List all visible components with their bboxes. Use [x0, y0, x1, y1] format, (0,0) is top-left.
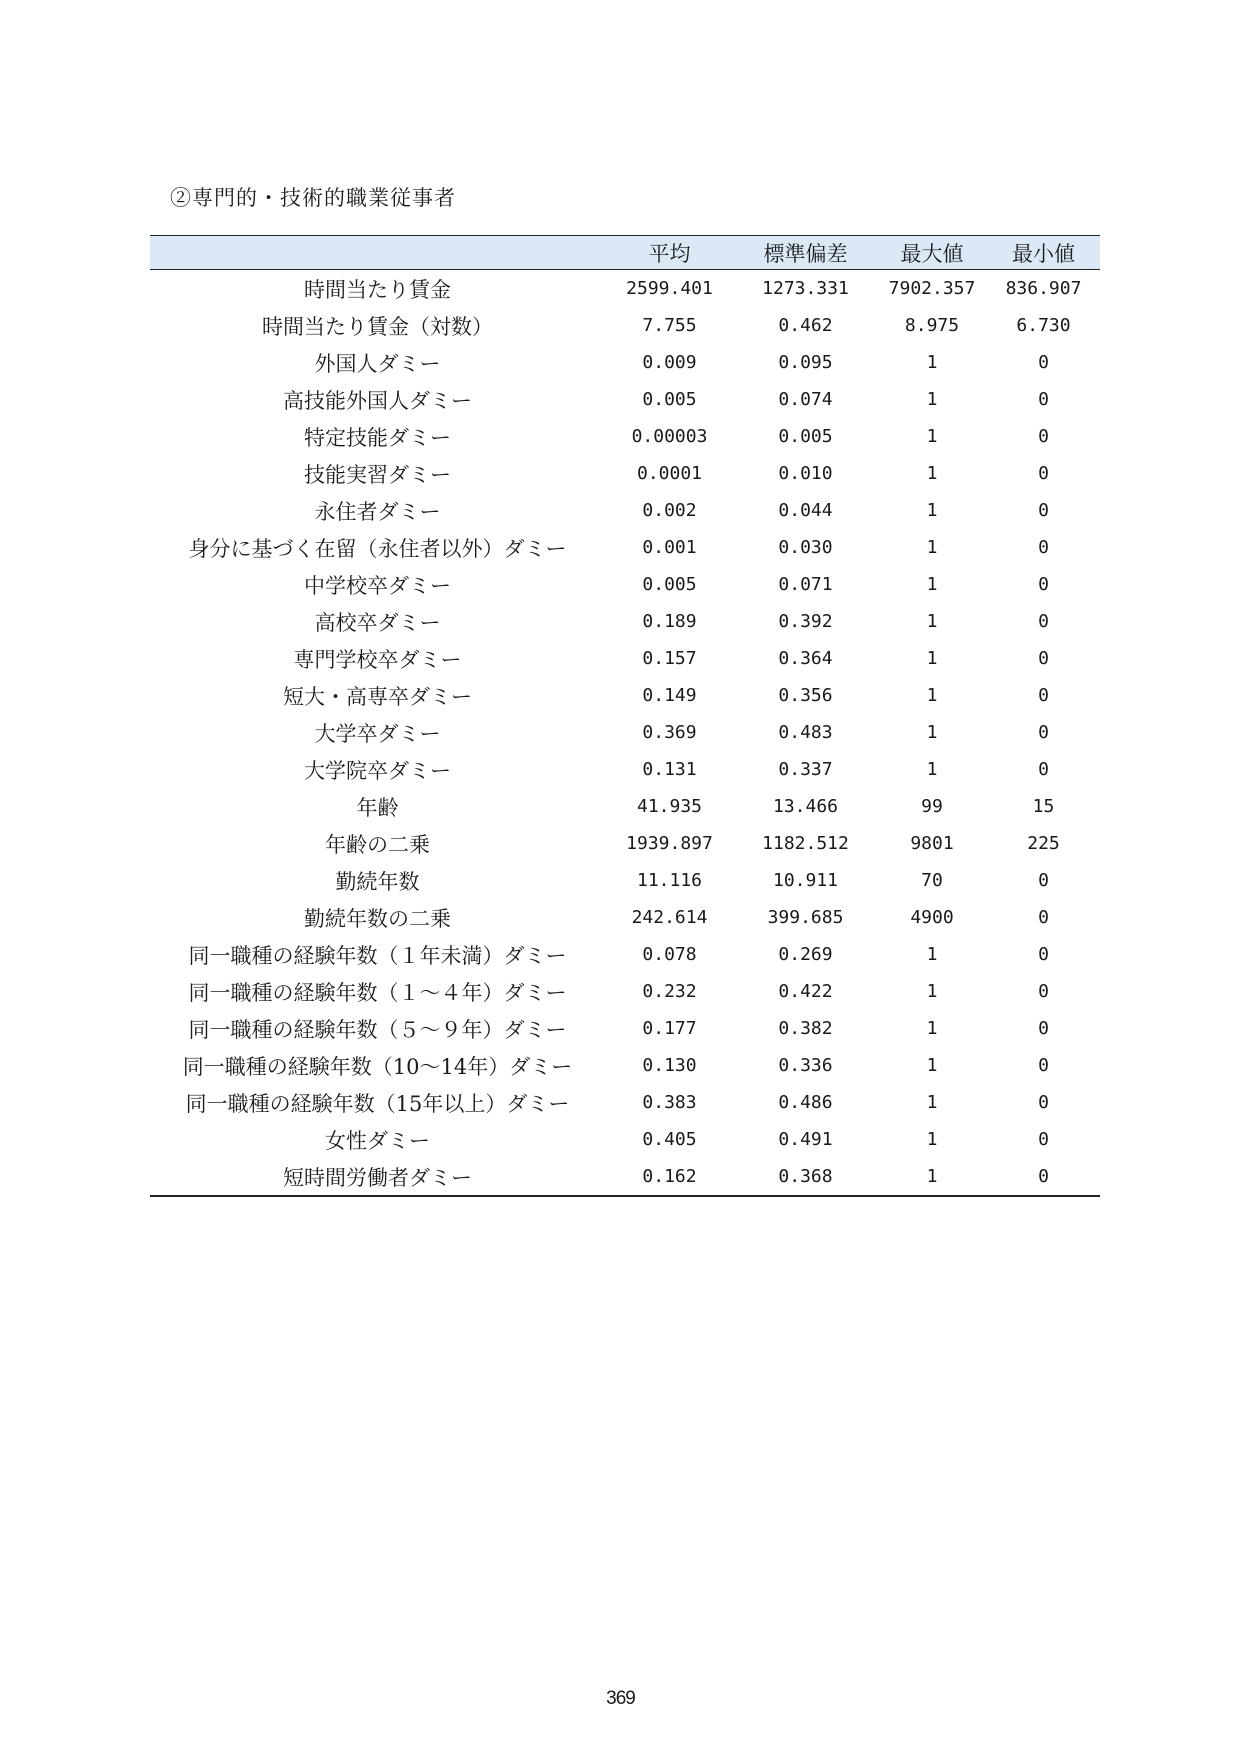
cell-max: 7902.357: [888, 278, 976, 299]
cell-min: 0: [1038, 648, 1049, 669]
row-label: 特定技能ダミー: [304, 425, 451, 450]
cell-max: 1: [926, 759, 938, 780]
cell-max: 1: [877, 1158, 987, 1196]
cell-std-dev: 0.030: [778, 537, 833, 558]
cell-mean: 0.005: [642, 389, 697, 410]
row-label: 中学校卒ダミー: [304, 573, 451, 598]
cell-max: 1: [926, 611, 938, 632]
cell-max: 1: [926, 1018, 938, 1039]
row-label: 永住者ダミー: [314, 499, 441, 524]
cell-mean: 0.078: [642, 944, 697, 965]
cell-std-dev: 0.071: [778, 574, 833, 595]
table-row: [150, 862, 1100, 899]
cell-max: 1: [926, 1129, 938, 1150]
cell-max: 1: [926, 648, 938, 669]
cell-min: 0: [1038, 389, 1049, 410]
cell-mean: 0.232: [642, 981, 697, 1002]
table-row: [150, 640, 1100, 677]
row-label: 同一職種の経験年数（10～14年）ダミー: [182, 1054, 573, 1079]
page-number: 369: [606, 1688, 635, 1709]
row-label: 同一職種の経験年数（５～９年）ダミー: [188, 1017, 567, 1042]
table-row: [150, 825, 1100, 862]
table-row: [150, 307, 1100, 344]
cell-std-dev: 0.044: [778, 500, 833, 521]
cell-max: 1: [926, 1055, 938, 1076]
cell-mean: 0.157: [642, 648, 697, 669]
cell-min: 0: [1038, 759, 1049, 780]
cell-std-dev: 1182.512: [762, 833, 849, 854]
cell-max: 1: [926, 463, 938, 484]
cell-mean: 0.001: [642, 537, 697, 558]
cell-min: 0: [1038, 426, 1049, 447]
cell-min: 15: [1032, 796, 1055, 817]
row-label: 大学院卒ダミー: [304, 758, 451, 783]
cell-min: 0: [1038, 722, 1049, 743]
row-label: 年齢の二乗: [325, 832, 430, 857]
row-label: 年齢: [356, 795, 399, 820]
header-max: 最大値: [877, 236, 987, 270]
cell-max: 1: [926, 574, 938, 595]
cell-min: 0: [987, 1158, 1100, 1196]
cell-mean: 0.005: [642, 574, 697, 595]
cell-max: 1: [926, 500, 938, 521]
row-label: 短時間労働者ダミー: [150, 1158, 605, 1196]
cell-min: 0: [1038, 537, 1049, 558]
cell-max: 1: [926, 426, 938, 447]
cell-min: 0: [1038, 574, 1049, 595]
table-row: [150, 566, 1100, 603]
row-label: 外国人ダミー: [314, 351, 441, 376]
cell-max: 1: [926, 722, 938, 743]
cell-std-dev: 0.074: [778, 389, 833, 410]
row-label: 同一職種の経験年数（15年以上）ダミー: [185, 1091, 570, 1116]
cell-mean: 0.002: [642, 500, 697, 521]
cell-std-dev: 399.685: [767, 907, 844, 928]
cell-std-dev: 0.095: [778, 352, 833, 373]
table-row: [150, 788, 1100, 825]
cell-std-dev: 0.462: [778, 315, 833, 336]
cell-max: 1: [926, 389, 938, 410]
cell-min: 0: [1038, 685, 1049, 706]
table-row: [150, 603, 1100, 640]
table-row: [150, 418, 1100, 455]
cell-std-dev: 13.466: [772, 796, 839, 817]
cell-std-dev: 0.486: [778, 1092, 833, 1113]
table-row: [150, 1084, 1100, 1121]
table-row: [150, 751, 1100, 788]
page-heading: ②専門的・技術的職業従事者: [170, 186, 456, 210]
table-row: [150, 455, 1100, 492]
row-label: 高校卒ダミー: [314, 610, 441, 635]
cell-std-dev: 10.911: [772, 870, 839, 891]
cell-mean: 0.177: [642, 1018, 697, 1039]
table-row: [150, 1158, 1100, 1196]
row-label: 女性ダミー: [325, 1128, 430, 1153]
cell-min: 0: [1038, 611, 1049, 632]
table-body: [150, 270, 1100, 1197]
cell-std-dev: 0.483: [778, 722, 833, 743]
cell-mean: 0.131: [642, 759, 697, 780]
row-label: 勤続年数の二乗: [304, 906, 451, 931]
cell-mean: 2599.401: [626, 278, 713, 299]
cell-mean: 11.116: [636, 870, 703, 891]
table-row: [150, 492, 1100, 529]
row-label: 時間当たり賃金（対数）: [262, 314, 493, 339]
table-row: [150, 381, 1100, 418]
cell-min: 0: [1038, 352, 1049, 373]
cell-max: 1: [926, 537, 938, 558]
cell-min: 0: [1038, 500, 1049, 521]
cell-std-dev: 0.010: [778, 463, 833, 484]
summary-statistics-table: [150, 235, 1100, 1197]
cell-min: 0: [1038, 944, 1049, 965]
cell-std-dev: 1273.331: [762, 278, 849, 299]
cell-mean: 0.189: [642, 611, 697, 632]
table-row: [150, 714, 1100, 751]
header-std-dev: 標準偏差: [734, 236, 877, 270]
cell-mean: 0.009: [642, 352, 697, 373]
table-row: [150, 1047, 1100, 1084]
cell-max: 1: [926, 981, 938, 1002]
header-variable: [150, 236, 605, 270]
cell-mean: 0.383: [642, 1092, 697, 1113]
cell-max: 1: [926, 685, 938, 706]
cell-max: 1: [926, 944, 938, 965]
cell-std-dev: 0.336: [778, 1055, 833, 1076]
cell-max: 8.975: [904, 315, 960, 336]
row-label: 勤続年数: [335, 869, 420, 894]
cell-mean: 7.755: [642, 315, 697, 336]
cell-mean: 1939.897: [626, 833, 713, 854]
header-min: 最小値: [987, 236, 1100, 270]
cell-std-dev: 0.422: [778, 981, 833, 1002]
row-label: 同一職種の経験年数（１年未満）ダミー: [188, 943, 567, 968]
cell-max: 1: [926, 352, 938, 373]
cell-min: 0: [1038, 981, 1049, 1002]
cell-std-dev: 0.491: [778, 1129, 833, 1150]
row-label: 大学卒ダミー: [314, 721, 441, 746]
table-row: [150, 1010, 1100, 1047]
table-row: [150, 270, 1100, 308]
cell-std-dev: 0.382: [778, 1018, 833, 1039]
cell-mean: 242.614: [631, 907, 708, 928]
table-row: [150, 973, 1100, 1010]
cell-min: 225: [1027, 833, 1060, 854]
table-row: [150, 899, 1100, 936]
cell-mean: 0.00003: [631, 426, 708, 447]
cell-min: 0: [1038, 1055, 1049, 1076]
header-mean: 平均: [605, 236, 734, 270]
cell-std-dev: 0.356: [778, 685, 833, 706]
cell-std-dev: 0.368: [734, 1158, 877, 1196]
table-row: [150, 936, 1100, 973]
cell-min: 0: [1038, 463, 1049, 484]
cell-max: 9801: [910, 833, 954, 854]
cell-std-dev: 0.005: [778, 426, 833, 447]
row-label: 高技能外国人ダミー: [283, 388, 472, 413]
cell-mean: 0.130: [642, 1055, 697, 1076]
row-label: 専門学校卒ダミー: [293, 647, 462, 672]
cell-mean: 0.369: [642, 722, 697, 743]
table-row: [150, 529, 1100, 566]
cell-std-dev: 0.269: [778, 944, 833, 965]
cell-min: 0: [1038, 1129, 1049, 1150]
cell-min: 0: [1038, 870, 1049, 891]
cell-mean: 0.149: [642, 685, 697, 706]
cell-min: 0: [1038, 907, 1049, 928]
cell-max: 99: [921, 796, 943, 817]
row-label: 時間当たり賃金: [304, 277, 451, 302]
cell-min: 6.730: [1016, 315, 1071, 336]
cell-min: 836.907: [1005, 278, 1082, 299]
cell-mean: 0.162: [605, 1158, 734, 1196]
row-label: 技能実習ダミー: [304, 462, 451, 487]
cell-mean: 41.935: [636, 796, 703, 817]
row-label: 短大・高専卒ダミー: [283, 684, 472, 709]
table-row: [150, 1121, 1100, 1158]
row-label: 同一職種の経験年数（１～４年）ダミー: [188, 980, 567, 1005]
cell-std-dev: 0.392: [778, 611, 833, 632]
cell-min: 0: [1038, 1018, 1049, 1039]
table-row: [150, 677, 1100, 714]
cell-max: 1: [926, 1092, 938, 1113]
cell-max: 70: [921, 870, 943, 891]
cell-std-dev: 0.364: [778, 648, 833, 669]
cell-mean: 0.405: [642, 1129, 697, 1150]
cell-std-dev: 0.337: [778, 759, 833, 780]
cell-max: 4900: [910, 907, 954, 928]
cell-min: 0: [1038, 1092, 1049, 1113]
row-label: 身分に基づく在留（永住者以外）ダミー: [188, 536, 567, 561]
table-header-row: [150, 236, 1100, 270]
table-row: [150, 344, 1100, 381]
cell-mean: 0.0001: [636, 463, 703, 484]
